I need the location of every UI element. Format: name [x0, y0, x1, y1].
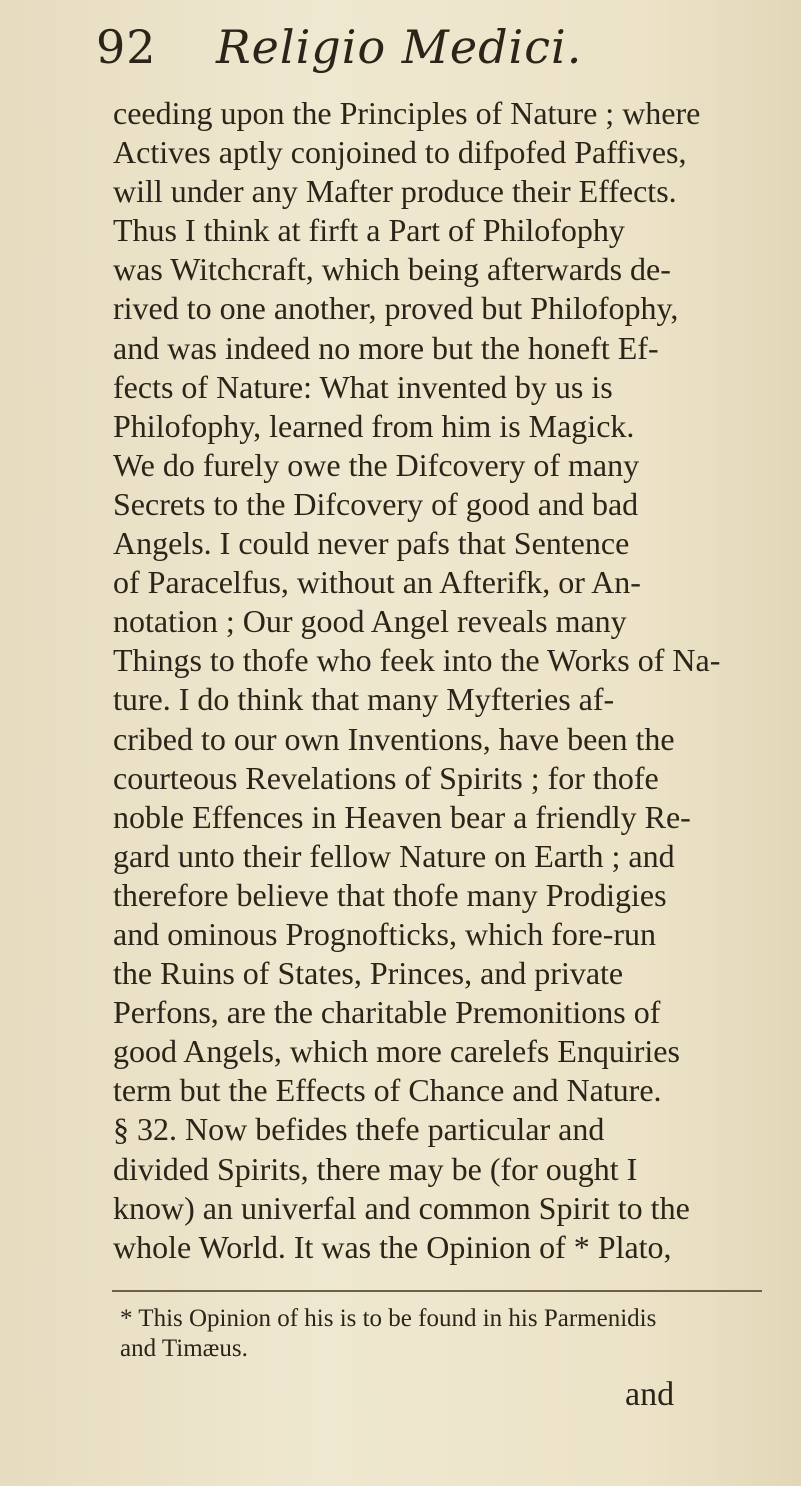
text-line: term but the Effects of Chance and Nature.: [113, 1072, 662, 1109]
text-line: therefore believe that thofe many Prodigies: [113, 876, 667, 913]
text-line: of Paracelfus, without an Afterifk, or An-: [113, 564, 641, 601]
text-line: rived to one another, proved but Philofophy,: [113, 290, 679, 327]
text-line: the Ruins of States, Princes, and private: [113, 955, 624, 992]
body-text: [113, 94, 763, 1267]
text-line: noble Effences in Heaven bear a friendly Re-: [113, 798, 691, 835]
running-title: Religio Medici.: [216, 20, 583, 74]
text-line: Thus I think at firft a Part of Philofophy: [113, 212, 625, 249]
text-line: Philofophy, learned from him is Magick.: [113, 407, 635, 444]
text-line: Things to thofe who feek into the Works of Na-: [113, 642, 721, 679]
text-line: Angels. I could never pafs that Sentence: [113, 525, 630, 562]
footnote-rule: [112, 1290, 762, 1292]
footnote-line: * This Opinion of his is to be found in his Parmenidis: [120, 1305, 657, 1332]
text-line: gard unto their fellow Nature on Earth ; and: [113, 837, 675, 874]
text-line: and ominous Prognoftiсks, which fore-run: [113, 915, 657, 952]
text-line: ceeding upon the Principles of Nature ; where: [113, 95, 701, 131]
text-line: Actives aptly conjoined to difpofed Paffives,: [113, 134, 687, 171]
page-number: 92: [96, 20, 157, 74]
text-line: divided Spirits, there may be (for ought I: [113, 1150, 638, 1187]
footnote-line: and Timæus.: [120, 1335, 248, 1362]
text-line: will under any Mafter produce their Effects.: [113, 173, 677, 210]
text-line: Secrets to the Difcovery of good and bad: [113, 485, 639, 522]
text-line: courteous Revelations of Spirits ; for thofe: [113, 759, 659, 796]
text-line: We do furely owe the Difcovery of many: [113, 446, 640, 483]
text-line: notation ; Our good Angel reveals many: [113, 603, 627, 640]
text-line: whole World. It was the Opinion of * Plato,: [113, 1228, 672, 1265]
catchword: and: [625, 1376, 675, 1413]
text-line: Perfons, are the charitable Premonitions of: [113, 994, 661, 1031]
text-line: fects of Nature: What invented by us is: [113, 368, 613, 405]
text-line: § 32. Now befides thefe particular and: [113, 1111, 605, 1148]
footnote: [120, 1304, 760, 1364]
text-line: ture. I do think that many Myfteries af-: [113, 681, 615, 718]
text-line: was Witchcraft, which being afterwards de-: [113, 251, 671, 288]
text-line: and was indeed no more but the honeft Ef-: [113, 329, 659, 366]
text-line: cribed to our own Inventions, have been the: [113, 720, 675, 757]
text-line: know) an univerfal and common Spirit to the: [113, 1189, 690, 1226]
text-line: good Angels, which more carelefs Enquiries: [113, 1033, 680, 1070]
